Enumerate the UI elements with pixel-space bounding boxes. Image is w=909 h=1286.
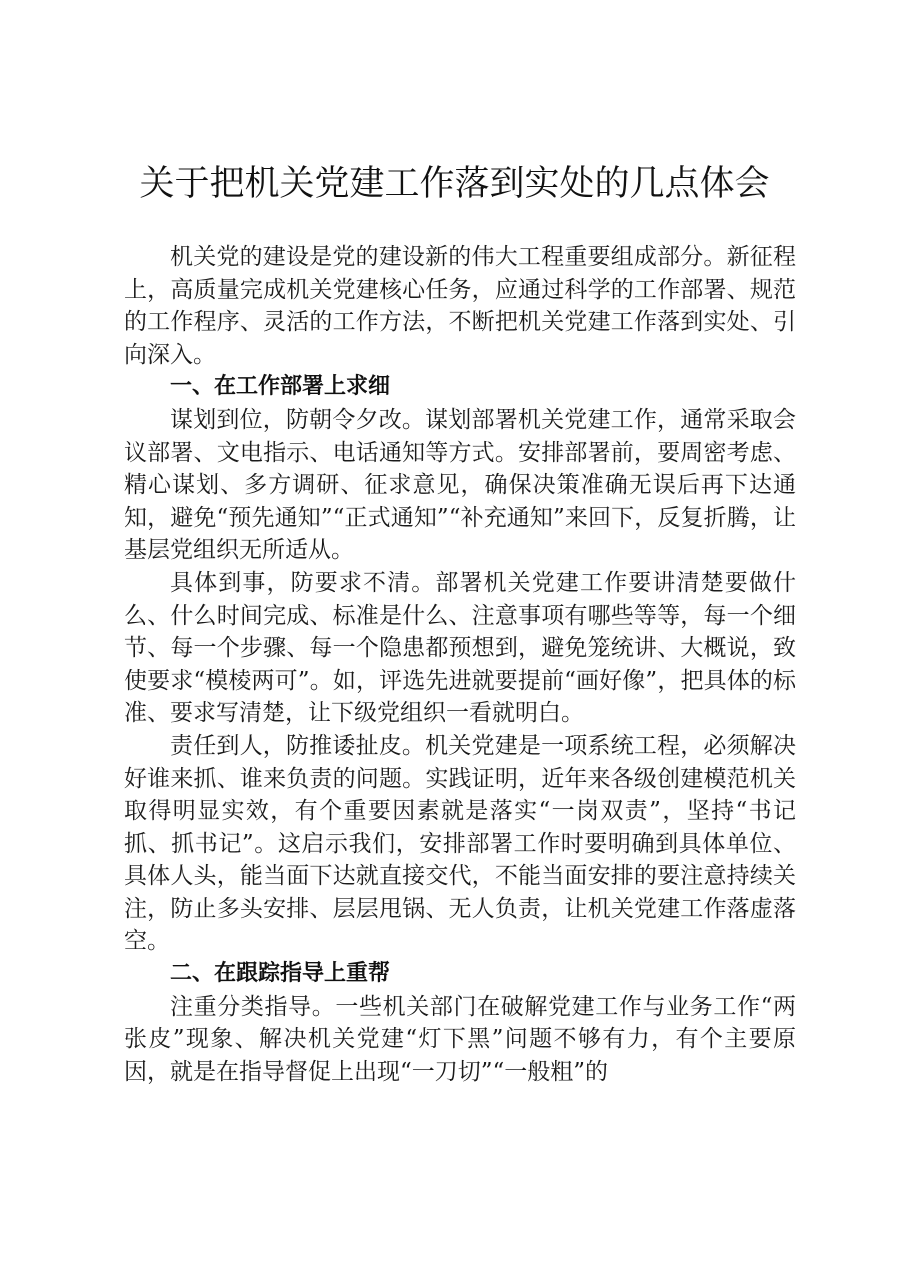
document-title: 关于把机关党建工作落到实处的几点体会	[139, 164, 770, 204]
paragraph: 注重分类指导。一些机关部门在破解党建工作与业务工作“两张皮”现象、解决机关党建“灯下黑”问题不够有力，有个主要原因，就是在指导督促上出现“一刀切”“一般粗”的	[124, 993, 796, 1085]
document-body	[124, 241, 796, 1088]
section-heading-2: 二、在跟踪指导上重帮	[170, 961, 391, 987]
section-heading-1: 一、在工作部署上求细	[170, 374, 391, 400]
paragraph: 谋划到位，防朝令夕改。谋划部署机关党建工作，通常采取会议部署、文电指示、电话通知等方式。安排部署前，要周密考虑、精心谋划、多方调研、征求意见，确保决策准确无误后再下达通知，避免“预先通知”“正式通知”“补充通知”来回下，反复折腾，让基层党组织无所适从。	[124, 406, 796, 564]
intro-paragraph: 机关党的建设是党的建设新的伟大工程重要组成部分。新征程上，高质量完成机关党建核心任务，应通过科学的工作部署、规范的工作程序、灵活的工作方法，不断把机关党建工作落到实处、引向深入。	[124, 244, 796, 368]
paragraph: 责任到人，防推诿扯皮。机关党建是一项系统工程，必须解决好谁来抓、谁来负责的问题。实践证明，近年来各级创建模范机关取得明显实效，有个重要因素就是落实“一岗双责”，坚持“书记抓、抓书记”。这启示我们，安排部署工作时要明确到具体单位、具体人头，能当面下达就直接交代，不能当面安排的要注意持续关注，防止多头安排、层层甩锅、无人负责，让机关党建工作落虚落空。	[124, 732, 796, 955]
paragraph: 具体到事，防要求不清。部署机关党建工作要讲清楚要做什么、什么时间完成、标准是什么、注意事项有哪些等等，每一个细节、每一个步骤、每一个隐患都预想到，避免笼统讲、大概说，致使要求“模棱两可”。如，评选先进就要提前“画好像”，把具体的标准、要求写清楚，让下级党组织一看就明白。	[124, 569, 796, 727]
